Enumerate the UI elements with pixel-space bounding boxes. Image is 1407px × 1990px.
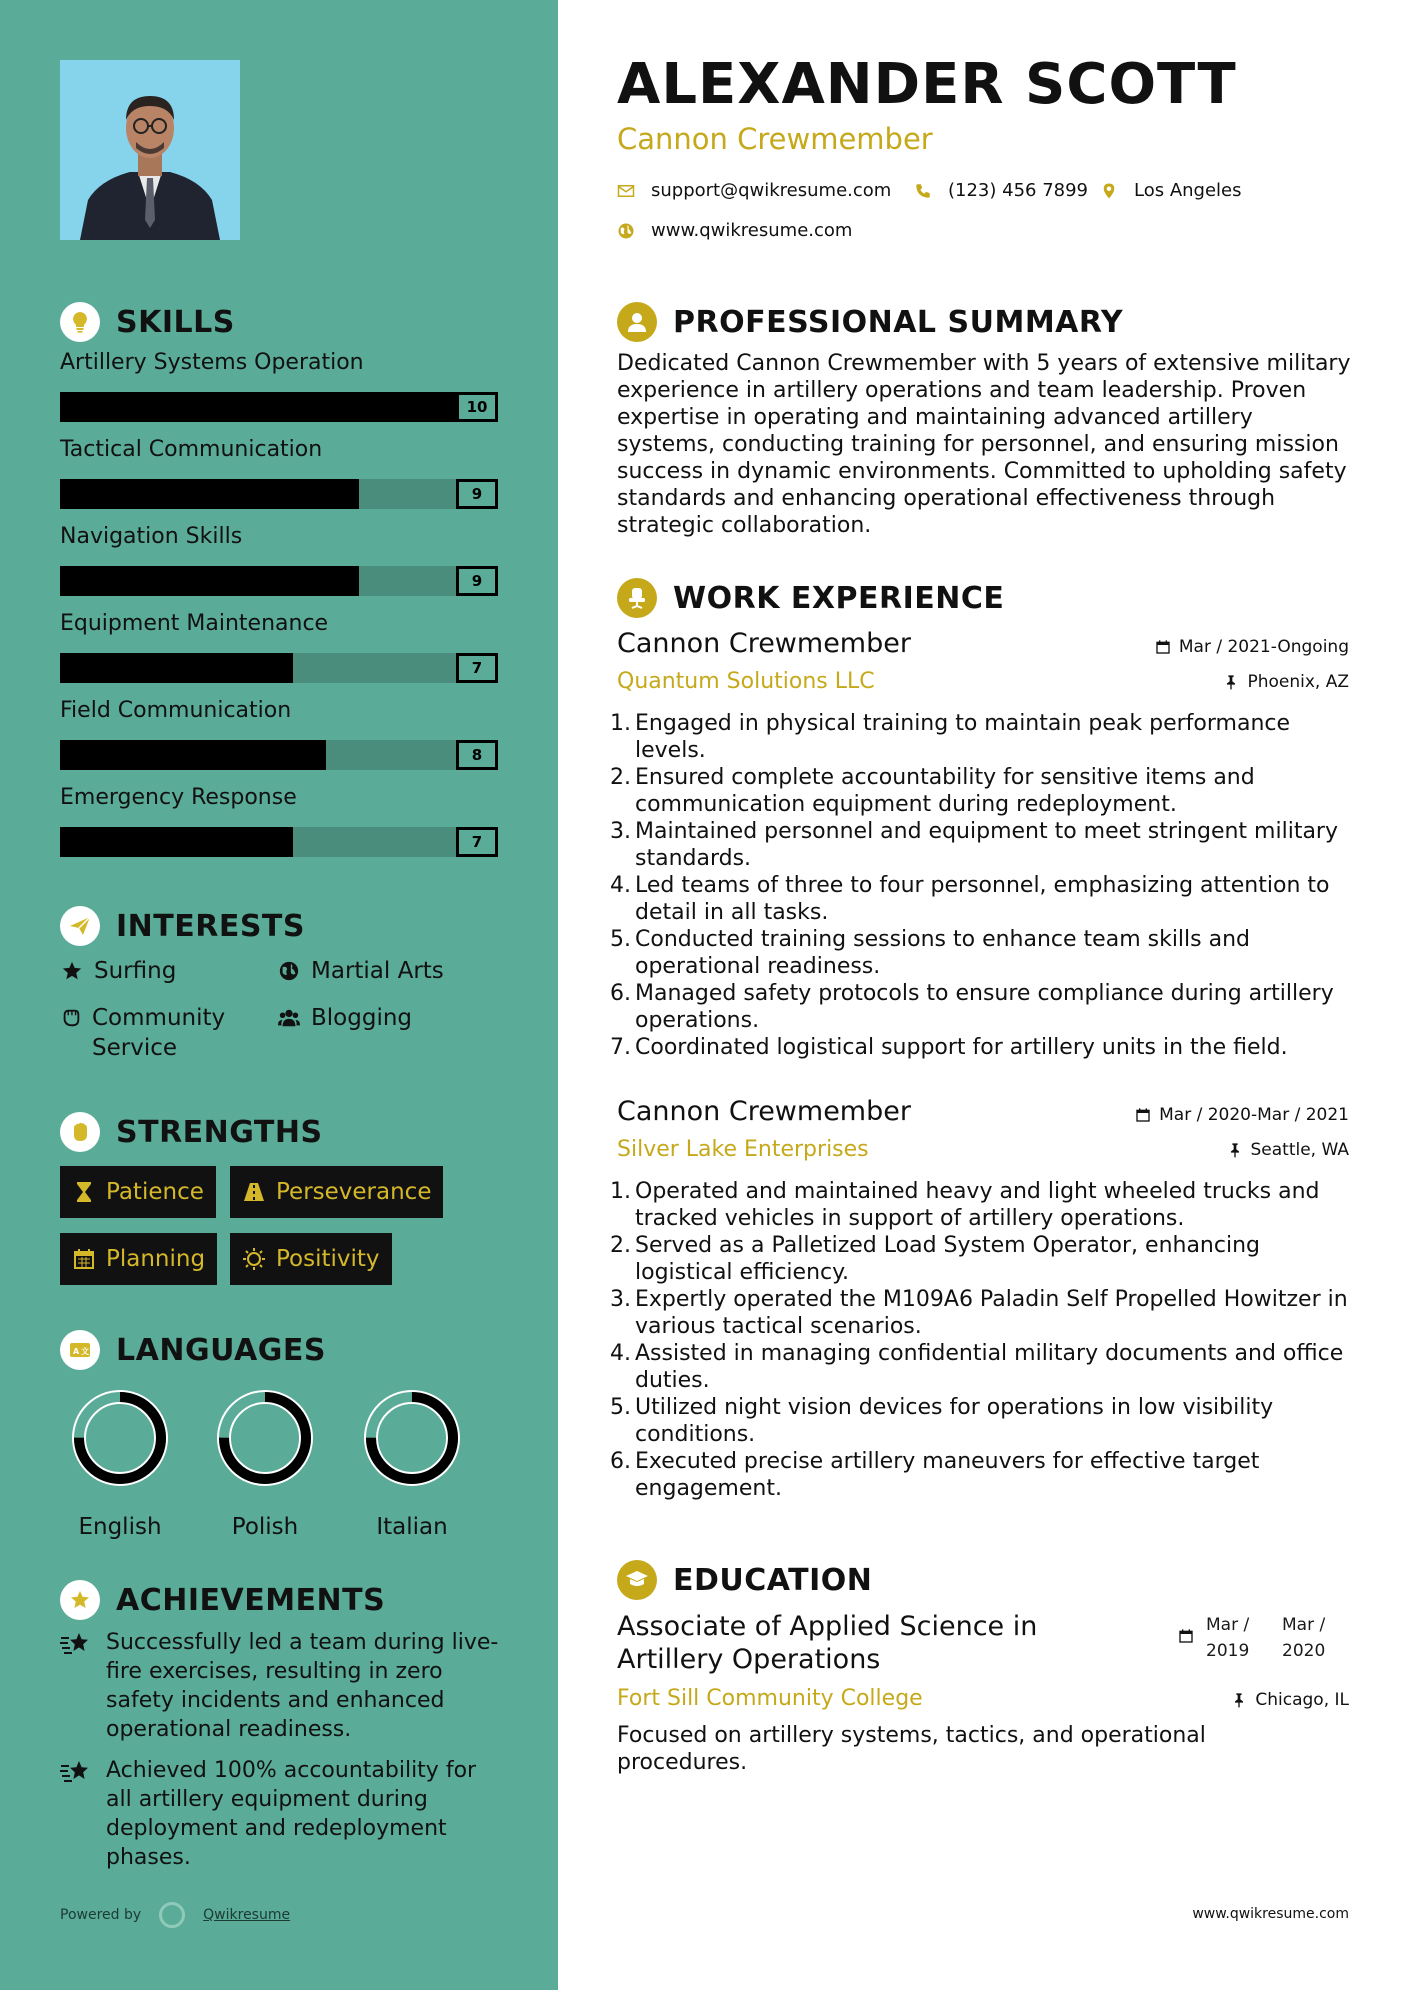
calendar-icon: [72, 1247, 96, 1271]
pushpin-icon: [1223, 674, 1239, 690]
language-level-ring: [362, 1388, 462, 1488]
education-end: Mar / 2020: [1282, 1615, 1326, 1661]
skills-title: SKILLS: [116, 304, 235, 340]
skill-bar: [60, 566, 498, 596]
hourglass-icon: [72, 1180, 96, 1204]
duty-item: [610, 872, 1355, 926]
duty-text: Served as a Palletized Load System Operator, enhancing logistical efficiency.: [635, 1233, 1260, 1285]
strength-patience: [60, 1166, 216, 1218]
duty-item: [610, 1034, 1355, 1061]
duty-number: 1.: [610, 1179, 631, 1204]
job-location-text: Phoenix, AZ: [1247, 672, 1349, 692]
skill-item: [60, 783, 498, 857]
strength-perseverance: [230, 1166, 443, 1218]
education-location-text: Chicago, IL: [1255, 1690, 1349, 1710]
strengths-title: STRENGTHS: [116, 1114, 323, 1150]
languages-title: LANGUAGES: [116, 1332, 326, 1368]
translate-icon: [60, 1330, 100, 1370]
skill-name: Field Communication: [60, 698, 292, 723]
education-description: Focused on artillery systems, tactics, and operational procedures.: [617, 1723, 1206, 1775]
skill-item: [60, 435, 498, 509]
job-title: Cannon Crewmember: [617, 1096, 911, 1127]
education-dates: [1178, 1612, 1358, 1664]
duty-number: 3.: [610, 1287, 631, 1312]
duty-item: [610, 1178, 1355, 1232]
paper-plane-icon: [60, 906, 100, 946]
envelope-icon: [617, 182, 635, 200]
summary-title: PROFESSIONAL SUMMARY: [673, 304, 1124, 340]
phone-icon: [914, 182, 932, 200]
skill-bar-fill: [60, 566, 359, 596]
phone-text: (123) 456 7899: [948, 180, 1089, 201]
qwikresume-link[interactable]: Qwikresume: [203, 1907, 291, 1923]
portrait-image: [60, 60, 240, 240]
language-level-ring: [70, 1388, 170, 1488]
contact-location: [1100, 180, 1242, 201]
company-name: Quantum Solutions LLC: [617, 669, 875, 694]
job-dates: [1135, 1105, 1349, 1125]
strength-planning: [60, 1233, 217, 1285]
interest-label: Martial Arts: [311, 958, 444, 984]
candidate-name: ALEXANDER SCOTT: [617, 52, 1237, 117]
profile-photo: [60, 60, 240, 240]
language-name: Polish: [231, 1514, 299, 1540]
skill-bar-fill: [60, 653, 293, 683]
skills-heading: [60, 302, 235, 342]
duty-text: Operated and maintained heavy and light wheeled trucks and tracked vehicles in support of artillery operations.: [635, 1179, 1320, 1231]
trophy-star-icon: [60, 1580, 100, 1620]
skill-score-badge: 7: [456, 653, 498, 683]
interest-label: Community Service: [92, 1005, 226, 1061]
calendar-icon: [1135, 1107, 1151, 1123]
duty-number: 7.: [610, 1035, 631, 1060]
job-location: [1223, 672, 1349, 692]
strength-label: Patience: [106, 1179, 204, 1205]
skill-bar: [60, 653, 498, 683]
skill-bar-fill: [60, 479, 359, 509]
pushpin-icon: [1231, 1692, 1247, 1708]
duty-item: [610, 764, 1355, 818]
location-text: Los Angeles: [1134, 180, 1242, 201]
duty-text: Conducted training sessions to enhance team skills and operational readiness.: [635, 927, 1251, 979]
contact-email[interactable]: [617, 180, 891, 201]
skill-score-badge: 9: [456, 479, 498, 509]
pushpin-icon: [1227, 1142, 1243, 1158]
skill-bar-fill: [60, 392, 456, 422]
skill-score-badge: 8: [456, 740, 498, 770]
experience-title: WORK EXPERIENCE: [673, 580, 1005, 616]
svg-text:A: A: [73, 1347, 80, 1356]
powered-by: [60, 1902, 290, 1928]
website-text: www.qwikresume.com: [651, 220, 853, 241]
interest-community-service: [60, 1003, 260, 1063]
languages-heading: [60, 1330, 326, 1370]
skill-item: [60, 348, 498, 422]
duty-item: [610, 1394, 1355, 1448]
skill-bar: [60, 827, 498, 857]
map-pin-icon: [1100, 182, 1118, 200]
skill-name: Navigation Skills: [60, 524, 243, 549]
svg-text:文: 文: [81, 1347, 89, 1356]
duty-text: Managed safety protocols to ensure compliance during artillery operations.: [635, 981, 1334, 1033]
sidebar: [0, 0, 558, 1990]
duty-text: Engaged in physical training to maintain peak performance levels.: [635, 711, 1291, 763]
contact-phone[interactable]: [914, 180, 1088, 201]
fist-icon: [60, 1112, 100, 1152]
duty-number: 5.: [610, 1395, 631, 1420]
users-icon: [277, 1003, 301, 1033]
education-heading: [617, 1560, 872, 1600]
duty-number: 1.: [610, 711, 631, 736]
qwikresume-logo-icon: [159, 1902, 185, 1928]
calendar-icon: [1155, 639, 1171, 655]
strength-positivity: [230, 1233, 392, 1285]
interests-heading: [60, 906, 305, 946]
office-chair-icon: [617, 578, 657, 618]
duty-text: Utilized night vision devices for operations in low visibility conditions.: [635, 1395, 1274, 1447]
duty-number: 6.: [610, 1449, 631, 1474]
strengths-heading: [60, 1112, 323, 1152]
job-title: Cannon Crewmember: [617, 628, 911, 659]
duty-item: [610, 1232, 1355, 1286]
language-item: [195, 1388, 335, 1540]
job-location: [1227, 1140, 1350, 1160]
job-dates-text: Mar / 2020-Mar / 2021: [1159, 1105, 1349, 1125]
hand-icon: [60, 1003, 82, 1033]
company-name: Silver Lake Enterprises: [617, 1137, 869, 1162]
achievements-heading: [60, 1580, 385, 1620]
duty-text: Executed precise artillery maneuvers for effective target engagement.: [635, 1449, 1260, 1501]
skill-name: Artillery Systems Operation: [60, 350, 364, 375]
duty-number: 2.: [610, 765, 631, 790]
duty-item: [610, 980, 1355, 1034]
skill-bar: [60, 479, 498, 509]
skill-score-badge: 10: [456, 392, 498, 422]
candidate-role: Cannon Crewmember: [617, 122, 933, 156]
duty-item: [610, 1340, 1355, 1394]
experience-heading: [617, 578, 1004, 618]
skill-score-badge: 7: [456, 827, 498, 857]
duty-text: Ensured complete accountability for sensitive items and communication equipment during redeployment.: [635, 765, 1255, 817]
duty-text: Expertly operated the M109A6 Paladin Self Propelled Howitzer in various tactical scenarios.: [635, 1287, 1348, 1339]
job-dates-text: Mar / 2021-Ongoing: [1178, 637, 1349, 657]
skill-item: [60, 522, 498, 596]
duty-item: [610, 926, 1355, 980]
powered-by-label: Powered by: [60, 1907, 142, 1923]
globe-icon: [617, 222, 635, 240]
skill-name: Tactical Communication: [60, 437, 323, 462]
footer-website[interactable]: www.qwikresume.com: [1192, 1906, 1349, 1922]
education-title: EDUCATION: [673, 1562, 873, 1598]
interests-title: INTERESTS: [116, 908, 305, 944]
duty-text: Assisted in managing confidential military documents and office duties.: [635, 1341, 1344, 1393]
interest-surfing: [60, 956, 176, 986]
shooting-star-icon: [60, 1628, 94, 1744]
skill-bar-fill: [60, 740, 326, 770]
job-dates: [1155, 637, 1349, 657]
duty-number: 4.: [610, 1341, 631, 1366]
achievement-item: [60, 1628, 500, 1744]
skill-score-badge: 9: [456, 566, 498, 596]
star-icon: [60, 956, 84, 986]
strength-label: Positivity: [276, 1246, 380, 1272]
achievements-title: ACHIEVEMENTS: [116, 1582, 386, 1618]
language-name: Italian: [376, 1514, 448, 1540]
language-item: [342, 1388, 482, 1540]
duty-text: Led teams of three to four personnel, emphasizing attention to detail in all tasks.: [635, 873, 1330, 925]
interest-label: Surfing: [94, 958, 177, 984]
strength-label: Perseverance: [276, 1179, 432, 1205]
skill-item: [60, 696, 498, 770]
duty-item: [610, 818, 1355, 872]
job-duties-list: [610, 1178, 1355, 1502]
duty-number: 6.: [610, 981, 631, 1006]
shooting-star-icon: [60, 1756, 94, 1872]
duty-number: 4.: [610, 873, 631, 898]
lightbulb-icon: [60, 302, 100, 342]
duty-item: [610, 710, 1355, 764]
degree-title: Associate of Applied Science in Artillery Operations: [617, 1611, 1038, 1675]
user-icon: [617, 302, 657, 342]
sun-icon: [242, 1247, 266, 1271]
skill-item: [60, 609, 498, 683]
interest-blogging: [277, 1003, 412, 1033]
achievement-text: Achieved 100% accountability for all artillery equipment during deployment and redeployment phases.: [106, 1758, 477, 1870]
graduate-icon: [617, 1560, 657, 1600]
email-text: support@qwikresume.com: [651, 180, 892, 201]
road-icon: [242, 1180, 266, 1204]
duty-item: [610, 1286, 1355, 1340]
language-name: English: [78, 1514, 162, 1540]
duty-item: [610, 1448, 1355, 1502]
achievement-text: Successfully led a team during live-fire exercises, resulting in zero safety incidents and enhanced operational readiness.: [106, 1630, 499, 1742]
interest-martial-arts: [277, 956, 444, 986]
skill-bar-fill: [60, 827, 293, 857]
language-level-ring: [215, 1388, 315, 1488]
duty-number: 5.: [610, 927, 631, 952]
duty-text: Coordinated logistical support for artillery units in the field.: [635, 1035, 1288, 1060]
summary-heading: [617, 302, 1123, 342]
language-item: [50, 1388, 190, 1540]
job-duties-list: [610, 710, 1355, 1061]
duty-number: 3.: [610, 819, 631, 844]
contact-website[interactable]: [617, 220, 852, 241]
globe-icon: [277, 956, 301, 986]
school-name: Fort Sill Community College: [617, 1686, 923, 1711]
strength-label: Planning: [106, 1246, 206, 1272]
interest-label: Blogging: [311, 1005, 413, 1031]
education-start: Mar / 2019: [1206, 1615, 1250, 1661]
skill-name: Emergency Response: [60, 785, 297, 810]
skill-bar: [60, 740, 498, 770]
job-location-text: Seattle, WA: [1250, 1140, 1349, 1160]
calendar-icon: [1178, 1628, 1194, 1644]
duty-text: Maintained personnel and equipment to meet stringent military standards.: [635, 819, 1338, 871]
skill-name: Equipment Maintenance: [60, 611, 329, 636]
summary-text: Dedicated Cannon Crewmember with 5 years of extensive military experience in artillery operations and team leadership. Proven expertise in operating and maintaining advanced artillery systems, conducting training for personnel, and ensuring mission success in dynamic environments. Committed to upholding safety standards and enhancing operational effectiveness through strategic collaboration.: [617, 351, 1351, 538]
duty-number: 2.: [610, 1233, 631, 1258]
education-location: [1231, 1690, 1349, 1710]
achievement-item: [60, 1756, 500, 1872]
skill-bar: [60, 392, 498, 422]
